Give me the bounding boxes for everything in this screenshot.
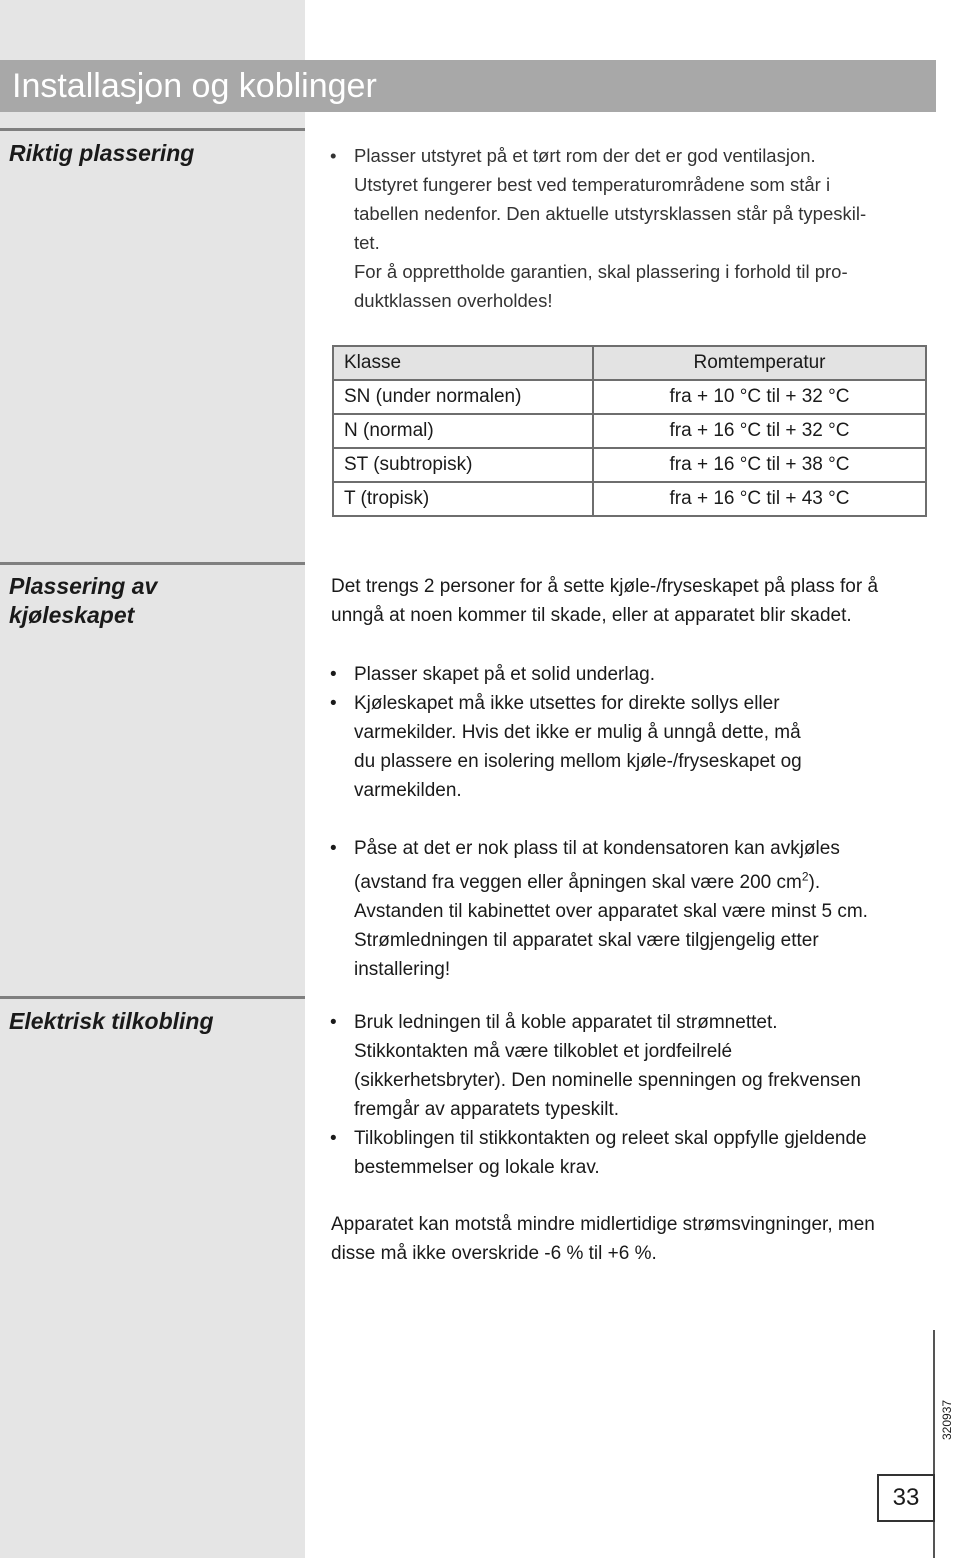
bullet-item: [330, 1124, 867, 1182]
table-row: [333, 482, 926, 516]
table-row: [333, 448, 926, 482]
superscript: 2: [801, 870, 809, 884]
text-line: Påse at det er nok plass til at kondensatoren kan avkjøles: [354, 838, 840, 859]
table-cell-klasse: ST (subtropisk): [333, 448, 593, 482]
bullet-item: [330, 834, 868, 984]
table-header-row: [333, 346, 926, 380]
text-line: Plasser utstyret på et tørt rom der det er god ventilasjon.: [354, 145, 816, 166]
text-line: Utstyret fungerer best ved temperaturområdene som står i: [354, 174, 831, 195]
text-line: fremgår av apparatets typeskilt.: [354, 1099, 620, 1120]
section-divider: [0, 128, 305, 131]
section-divider: [0, 996, 305, 999]
text-line: Kjøleskapet må ikke utsettes for direkte sollys eller: [354, 693, 780, 714]
text-line: Avstanden til kabinettet over apparatet skal være minst 5 cm.: [354, 901, 868, 923]
text-line: installering!: [354, 959, 451, 981]
text-line: (sikkerhetsbryter). Den nominelle spenningen og frekvensen: [354, 1070, 861, 1091]
text-line: duktklassen overholdes!: [354, 290, 553, 311]
text-line: [354, 872, 820, 893]
label-line: Plassering av: [9, 573, 158, 599]
placement-bullet-list: [330, 141, 866, 315]
intro-paragraph: [331, 572, 878, 630]
section-label-riktig-plassering: Riktig plassering: [9, 140, 195, 166]
text-line: varmekilden.: [354, 780, 462, 801]
clearance-bullet-list: [330, 834, 868, 984]
bullet-item: [330, 660, 802, 689]
bullet-item: [330, 689, 802, 805]
text-line: Apparatet kan motstå mindre midlertidige strømsvingninger, men: [331, 1214, 875, 1235]
sidebar-background: [0, 0, 305, 1558]
electrical-bullet-list: [330, 1008, 867, 1182]
page-title: Installasjon og koblinger: [12, 67, 377, 105]
table-row: [333, 380, 926, 414]
section-label-plassering: [9, 572, 299, 630]
text-line: Strømledningen til apparatet skal være tilgjengelig etter: [354, 930, 819, 952]
bullet-item: [330, 141, 866, 315]
table-cell-temperature: fra + 16 °C til + 43 °C: [593, 482, 926, 516]
table-cell-klasse: SN (under normalen): [333, 380, 593, 414]
text-line: disse må ikke overskride -6 % til +6 %.: [331, 1243, 657, 1264]
text-line: unngå at noen kommer til skade, eller at apparatet blir skadet.: [331, 605, 852, 626]
table-cell-temperature: fra + 10 °C til + 32 °C: [593, 380, 926, 414]
text-line: bestemmelser og lokale krav.: [354, 1157, 600, 1178]
document-code: 320937: [940, 1399, 954, 1440]
table-cell-temperature: fra + 16 °C til + 38 °C: [593, 448, 926, 482]
placement-bullet-list: [330, 660, 802, 805]
text-line: du plassere en isolering mellom kjøle-/fryseskapet og: [354, 751, 802, 772]
table-cell-temperature: fra + 16 °C til + 32 °C: [593, 414, 926, 448]
voltage-note: [331, 1210, 875, 1268]
margin-rule: [933, 1330, 935, 1558]
section-divider: [0, 562, 305, 565]
text-line: Bruk ledningen til å koble apparatet til strømnettet.: [354, 1012, 778, 1033]
label-line: kjøleskapet: [9, 602, 135, 628]
text-line: tet.: [354, 232, 380, 253]
bullet-item: [330, 1008, 867, 1124]
table-cell-klasse: T (tropisk): [333, 482, 593, 516]
text-line: Stikkontakten må være tilkoblet et jordfeilrelé: [354, 1041, 733, 1062]
text-line: Plasser skapet på et solid underlag.: [354, 664, 656, 685]
text-fragment: ).: [808, 872, 821, 894]
column-header-romtemperatur: Romtemperatur: [593, 346, 926, 380]
text-fragment: (avstand fra veggen eller åpningen skal være 200 cm: [354, 872, 802, 894]
column-header-klasse: Klasse: [333, 346, 593, 380]
table-row: [333, 414, 926, 448]
section-label-elektrisk: Elektrisk tilkobling: [9, 1008, 214, 1034]
climate-class-table: [332, 345, 927, 517]
text-line: For å opprettholde garantien, skal plassering i forhold til pro-: [354, 261, 848, 282]
text-line: tabellen nedenfor. Den aktuelle utstyrsklassen står på typeskil-: [354, 203, 867, 224]
text-line: Det trengs 2 personer for å sette kjøle-/fryseskapet på plass for å: [331, 576, 879, 597]
table-cell-klasse: N (normal): [333, 414, 593, 448]
page-number: 33: [877, 1474, 935, 1522]
text-line: Tilkoblingen til stikkontakten og releet skal oppfylle gjeldende: [354, 1128, 867, 1149]
text-line: varmekilder. Hvis det ikke er mulig å unngå dette, må: [354, 722, 801, 743]
